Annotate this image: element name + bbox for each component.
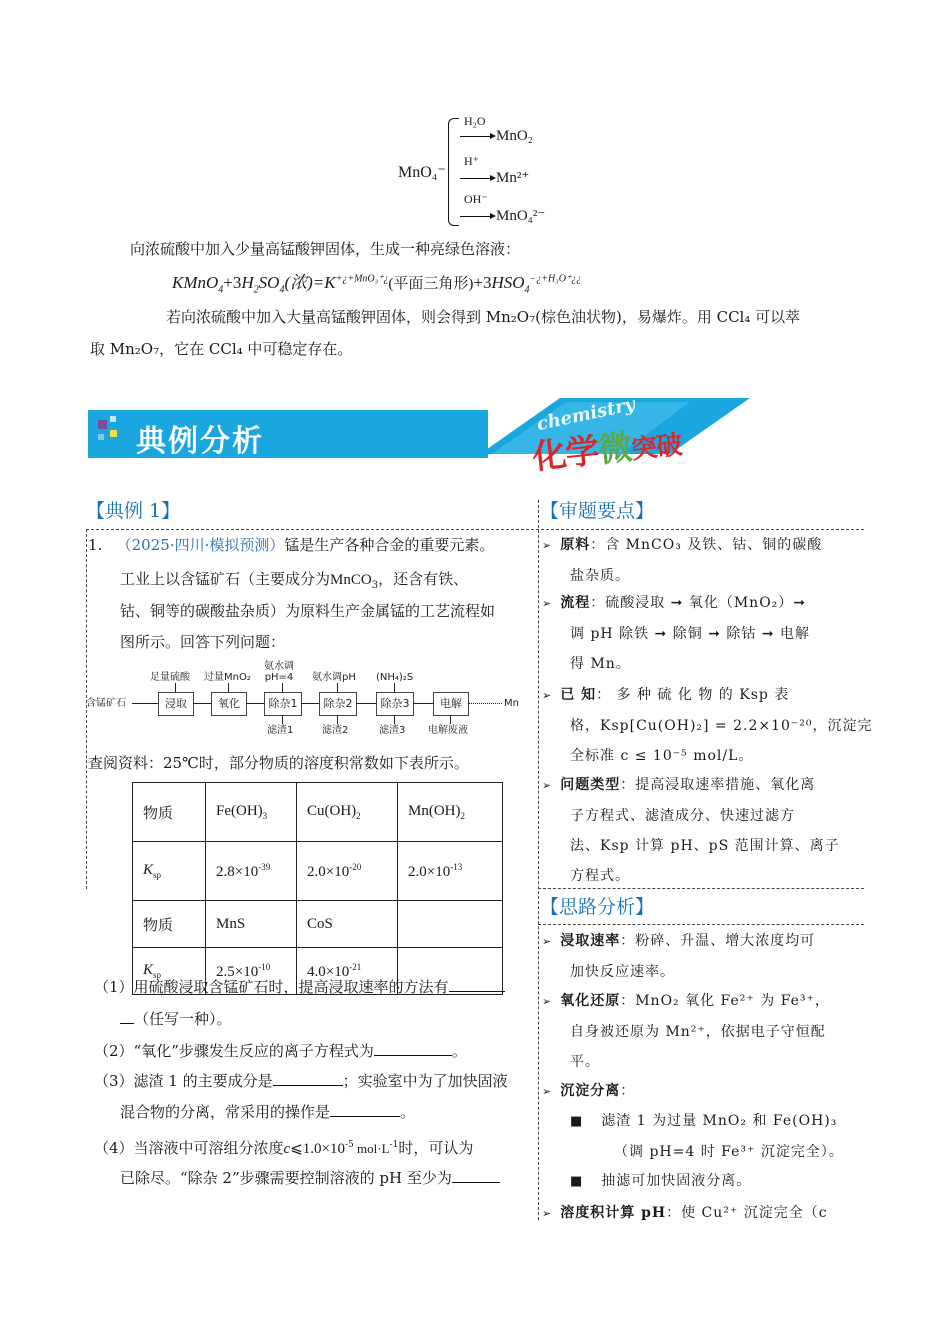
triangle-bullet-icon: ➢ xyxy=(542,1207,553,1220)
example-line-4: 图所示。回答下列问题： xyxy=(120,633,286,651)
triangle-bullet-icon: ➢ xyxy=(542,935,553,948)
analysis-subitem-filter: ■ 抽滤可加快固液分离。 xyxy=(570,1173,752,1189)
analysis-item-separation: ➢ 沉淀分离： xyxy=(542,1083,636,1099)
table-cell: $Fe(OH)_3$ xyxy=(206,783,297,842)
table-cell: 物质 xyxy=(133,901,206,948)
table-cell xyxy=(398,901,503,948)
flow-reagent: 氨水调 pH=4 xyxy=(264,661,294,683)
intro-equation xyxy=(172,268,581,295)
question-1a: （1）用硫酸浸取含锰矿石时，提高浸取速率的方法有 xyxy=(94,972,505,1003)
scheme-reactant: MnO₄⁻ xyxy=(398,164,446,181)
table-cell: $K_{sp}$ xyxy=(133,948,206,995)
question-3a: （3）滤渣 1 的主要成分是 ；实验室中为了加快固液 xyxy=(94,1072,508,1090)
scheme-product: MnO₂ xyxy=(496,128,533,144)
flow-box: 电解 xyxy=(433,692,469,716)
arrow-icon xyxy=(460,178,494,179)
triangle-bullet-icon: ➢ xyxy=(542,539,553,552)
scheme-row-h xyxy=(460,154,530,187)
table-cell: $2.8\times 10^{-39}$ xyxy=(206,842,297,901)
question-3b: 混合物的分离，常采用的操作是 。 xyxy=(120,1103,416,1121)
analysis-item-rate: ➢ 浸取速率：粉碎、升温、增大浓度均可 加快反应速率。 xyxy=(542,933,816,980)
answer-blank[interactable] xyxy=(374,1041,452,1056)
eq-sup: +¿+MnO₃⁺¿ xyxy=(335,273,389,285)
arrow-icon xyxy=(460,136,494,137)
eq-sup: ¿ xyxy=(576,273,582,285)
answer-blank[interactable] xyxy=(120,1009,134,1024)
arrow-icon xyxy=(460,216,494,217)
flow-box: 除杂2 xyxy=(319,692,357,716)
table-cell: $K_{sp}$ xyxy=(133,842,206,901)
analysis-subitem-residue: ■ 滤渣 1 为过量 MnO₂ 和 Fe(OH)₃ （调 pH=4 时 Fe³⁺ 沉淀完全）。 xyxy=(570,1113,844,1160)
flow-box: 浸取 xyxy=(158,692,194,716)
triangle-bullet-icon: ➢ xyxy=(542,597,553,610)
banner-square-icon xyxy=(110,416,116,422)
table-cell: MnS xyxy=(206,901,297,948)
eq-term: H xyxy=(241,273,254,292)
eq-sub: 2 xyxy=(253,284,259,296)
eq-sub: 4 xyxy=(524,284,530,296)
intro-line-1: 向浓硫酸中加入少量高锰酸钾固体，生成一种亮绿色溶液： xyxy=(130,240,521,258)
answer-blank[interactable] xyxy=(273,1071,343,1086)
flow-residue: 滤渣3 xyxy=(379,725,406,736)
analysis-header: 【思路分析】 xyxy=(540,896,655,918)
eq-coef: +3 xyxy=(223,273,242,292)
eq-sup: −¿+H₃O⁺¿ xyxy=(529,273,577,285)
flow-residue: 电解废液 xyxy=(428,725,468,736)
banner-square-icon xyxy=(98,434,104,440)
question-source: （2025·四川·模拟预测） xyxy=(116,536,285,554)
eq-term: HSO xyxy=(491,273,525,292)
answer-blank[interactable] xyxy=(452,1168,500,1183)
triangle-bullet-icon: ➢ xyxy=(542,995,553,1008)
table-cell: $2.0\times 10^{-20}$ xyxy=(297,842,398,901)
frame-center-line xyxy=(538,500,539,1220)
example-line-2: 工业上以含锰矿石（主要成分为MnCO$_3$，还含有铁、 xyxy=(120,570,469,591)
table-cell: $4.0\times 10^{-21}$ xyxy=(297,948,398,995)
reaction-scheme xyxy=(398,112,568,230)
banner-square-icon xyxy=(98,420,107,429)
question-1b: （任写一种）。 xyxy=(120,1004,232,1035)
review-item-process: ➢ 流程：硫酸浸取 ➞ 氧化（MnO₂）➞ 调 pH 除铁 ➞ 除铜 ➞ 除钴 ➞ 电解 得 Mn。 xyxy=(542,595,810,672)
frame-divider-line-2 xyxy=(538,924,864,925)
example-line-1 xyxy=(88,530,494,561)
review-item-type: ➢ 问题类型：提高浸取速率措施、氧化离 子方程式、滤渣成分、快速过滤方 法、Ksp 计算 pH、pS 范围计算、离子 方程式。 xyxy=(542,777,840,884)
logo-part: 微 xyxy=(596,427,634,471)
table-cell: $Mn(OH)_2$ xyxy=(398,783,503,842)
question-number: 1. xyxy=(88,536,103,554)
triangle-bullet-icon: ➢ xyxy=(542,1085,553,1098)
flow-box: 氧化 xyxy=(211,692,247,716)
flow-residue: 滤渣2 xyxy=(322,725,349,736)
banner-square-icon xyxy=(110,430,117,437)
table-cell: 物质 xyxy=(133,783,206,842)
table-cell: CoS xyxy=(297,901,398,948)
flow-reagent: 氨水调pH xyxy=(312,672,356,683)
eq-coef: +3 xyxy=(473,273,492,292)
eq-term: =K xyxy=(312,273,336,292)
review-header: 【审题要点】 xyxy=(540,500,655,522)
scheme-cond: OH⁻ xyxy=(464,192,488,206)
eq-sub: 4 xyxy=(218,284,224,296)
flow-reagent: 足量硫酸 xyxy=(150,672,190,683)
example-header: 【典例 1】 xyxy=(86,500,181,522)
eq-term: KMnO xyxy=(172,273,219,292)
logo-part: 化学 xyxy=(530,430,601,478)
analysis-item-ksp: ➢ 溶度积计算 pH：使 Cu²⁺ 沉淀完全（c xyxy=(542,1205,828,1221)
analysis-item-redox: ➢ 氧化还原：MnO₂ 氧化 Fe²⁺ 为 Fe³⁺， 自身被还原为 Mn²⁺，依据电子守恒配 平。 xyxy=(542,993,830,1070)
triangle-bullet-icon: ➢ xyxy=(542,689,553,702)
triangle-bullet-icon: ➢ xyxy=(542,779,553,792)
scheme-brace xyxy=(448,118,459,226)
flow-box: 除杂3 xyxy=(376,692,414,716)
logo-part: 突破 xyxy=(629,430,683,466)
example-line-3: 钴、铜等的碳酸盐杂质）为原料生产金属锰的工艺流程如 xyxy=(120,602,496,620)
review-item-known: ➢ 已 知： 多 种 硫 化 物 的 Ksp 表 格，Ksp[Cu(OH)₂] = 2.2×10⁻²⁰，沉淀完 全标准 c ≤ 10⁻⁵ mol/L。 xyxy=(542,687,873,764)
flow-reagent: 过量MnO₂ xyxy=(204,672,251,683)
intro-line-3b: 取 Mn₂O₇，它在 CCl₄ 中可稳定存在。 xyxy=(90,340,353,358)
flow-end: Mn xyxy=(504,698,519,709)
reference-line: 查阅资料：25℃时，部分物质的溶度积常数如下表所示。 xyxy=(88,754,469,772)
square-bullet-icon: ■ xyxy=(570,1174,584,1189)
question-4a: （4）当溶液中可溶组分浓度$c⩽1.0\times 10^{-5}$ $mol\cdot L^{-1}$时，可认为 xyxy=(94,1139,474,1157)
section-banner xyxy=(88,410,488,458)
scheme-row-oh xyxy=(460,192,546,225)
review-item-material: ➢ 原料：含 MnCO₃ 及铁、钴、铜的碳酸 盐杂质。 xyxy=(542,537,823,584)
scheme-cond: H₂O xyxy=(464,114,486,128)
scheme-product: Mn²⁺ xyxy=(496,170,530,186)
eq-note: (平面三角形) xyxy=(388,276,474,292)
flow-start: 含锰矿石 xyxy=(86,698,126,709)
flow-reagent: (NH₄)₂S xyxy=(376,672,414,683)
question-text: 锰是生产各种合金的重要元素。 xyxy=(284,536,495,554)
question-4b: 已除尽。“除杂 2”步骤需要控制溶液的 pH 至少为 xyxy=(120,1163,500,1194)
scheme-row-h2o xyxy=(460,114,533,145)
answer-blank[interactable] xyxy=(330,1102,400,1117)
scheme-cond: H⁺ xyxy=(464,154,479,168)
ksp-table xyxy=(132,782,503,995)
eq-sub: 4 xyxy=(279,284,285,296)
flow-residue: 滤渣1 xyxy=(267,725,294,736)
answer-blank[interactable] xyxy=(449,977,505,992)
intro-line-3a: 若向浓硫酸中加入大量高锰酸钾固体，则会得到 Mn₂O₇(棕色油状物)，易爆炸。用 CCl₄ 可以萃 xyxy=(166,308,801,326)
table-cell: $2.0\times 10^{-13}$ xyxy=(398,842,503,901)
banner-title: 典例分析 xyxy=(136,424,264,459)
process-flow-chart xyxy=(86,662,526,742)
eq-term: SO xyxy=(258,273,280,292)
table-cell: $2.5\times 10^{-10}$ xyxy=(206,948,297,995)
flow-box: 除杂1 xyxy=(264,692,302,716)
scheme-product: MnO₄²⁻ xyxy=(496,208,546,224)
eq-cond: (浓) xyxy=(284,273,313,292)
question-2: （2）“氧化”步骤发生反应的离子方程式为 。 xyxy=(94,1042,467,1060)
square-bullet-icon: ■ xyxy=(570,1114,584,1129)
table-cell: $Cu(OH)_2$ xyxy=(297,783,398,842)
banner-chem-word: chemistry xyxy=(534,393,637,436)
